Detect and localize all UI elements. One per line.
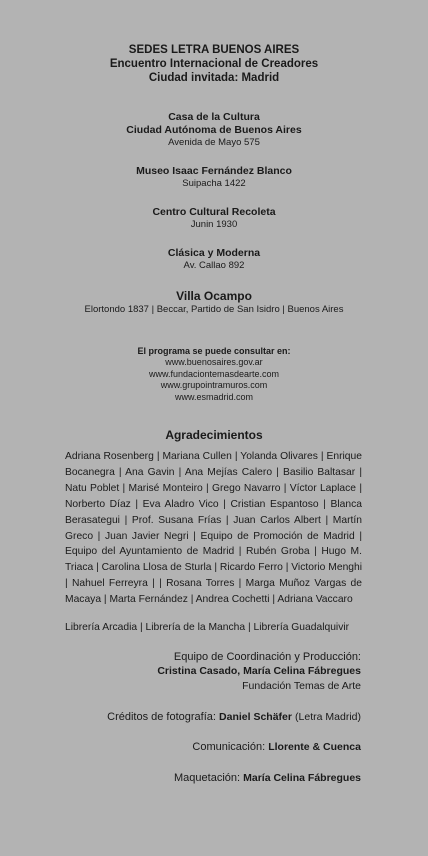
communication-label: Comunicación: <box>192 741 266 753</box>
program-link: www.esmadrid.com <box>174 391 254 402</box>
coordination-names: Cristina Casado, María Celina Fábregues <box>157 665 361 677</box>
thanks-line: Norberto Díaz | Eva Aladro Vico | Cristian Espantoso | Blanca <box>65 498 362 510</box>
venue-address: Junin 1930 <box>190 219 238 230</box>
photo-credit-name: Daniel Schäfer <box>219 711 292 723</box>
layout-label: Maquetación: <box>174 772 241 784</box>
coordination-label: Equipo de Coordinación y Producción: <box>173 651 361 663</box>
thanks-line: Bocanegra | Ana Gavin | Ana Mejías Calero | Basilio Baltasar | <box>65 466 362 478</box>
program-link: www.buenosaires.gov.ar <box>165 357 263 367</box>
photo-credit-label: Créditos de fotografía: <box>107 711 216 723</box>
coordination-org: Fundación Temas de Arte <box>242 680 361 692</box>
header-subtitle: Encuentro Internacional de Creadores <box>109 58 319 70</box>
thanks-title: Agradecimientos <box>165 428 263 442</box>
thanks-list <box>65 449 362 608</box>
venue-address: Avenida de Mayo 575 <box>168 137 260 148</box>
header-guest-city: Ciudad invitada: Madrid <box>148 72 280 84</box>
venue-name: Museo Isaac Fernández Blanco <box>136 165 292 177</box>
venue-name: Centro Cultural Recoleta <box>152 206 276 218</box>
venue-address: Av. Callao 892 <box>183 260 245 271</box>
layout-name: María Celina Fábregues <box>243 772 361 784</box>
venue-address: Suipacha 1422 <box>182 178 246 189</box>
libraries-line: Librería Arcadia | Librería de la Mancha | Librería Guadalquivir <box>65 622 350 633</box>
thanks-line: Natu Poblet | Marisé Monteiro | Grego Navarro | Víctor Laplace | <box>65 482 362 494</box>
photo-credit-note: (Letra Madrid) <box>295 711 361 723</box>
thanks-line: Greco | Juan Javier Negri | Equipo de Promoción de Madrid | <box>65 530 362 542</box>
venue-casa-cultura <box>0 111 428 149</box>
thanks-line: Triaca | Carolina Llosa de Sturla | Ricardo Ferro | Victorio Menghi <box>65 562 363 574</box>
venue-centro-cultural-recoleta <box>0 206 428 231</box>
venue-clasica-moderna <box>0 247 428 272</box>
program-info <box>0 345 428 403</box>
venue-name: Clásica y Moderna <box>167 247 261 259</box>
thanks-line: Adriana Rosenberg | Mariana Cullen | Yolanda Olivares | Enrique <box>65 451 362 462</box>
communication-name: Llorente & Cuenca <box>268 741 361 753</box>
venue-address: Elortondo 1837 | Beccar, Partido de San Isidro | Buenos Aires <box>84 304 344 315</box>
communication-credit <box>192 741 361 754</box>
layout-credit <box>174 772 361 785</box>
header-title: SEDES LETRA BUENOS AIRES <box>128 44 300 56</box>
venue-villa-ocampo <box>0 289 428 316</box>
thanks-line: | Nahuel Ferreyra | | Rosana Torres | Marga Muñoz Vargas de <box>65 578 362 590</box>
thanks-line: Macaya | Marta Fernández | Andrea Cochetti | Adriana Vaccaro <box>65 594 353 606</box>
program-title: El programa se puede consultar en: <box>137 346 291 356</box>
venue-name-line2: Ciudad Autónoma de Buenos Aires <box>126 124 302 136</box>
thanks-line: Berasategui | Prof. Susana Frías | Juan Carlos Albert | Martín <box>65 514 362 526</box>
program-link: www.fundaciontemasdearte.com <box>148 368 280 379</box>
photo-credit <box>107 711 361 724</box>
venue-name: Casa de la Cultura <box>168 111 260 123</box>
program-link: www.grupointramuros.com <box>160 380 268 390</box>
venue-name: Villa Ocampo <box>176 289 252 303</box>
venue-museo-fernandez-blanco <box>0 165 428 190</box>
event-header <box>0 43 428 85</box>
thanks-line: Equipo del Ayuntamiento de Madrid | Rubén Groba | Hugo M. <box>65 546 362 558</box>
